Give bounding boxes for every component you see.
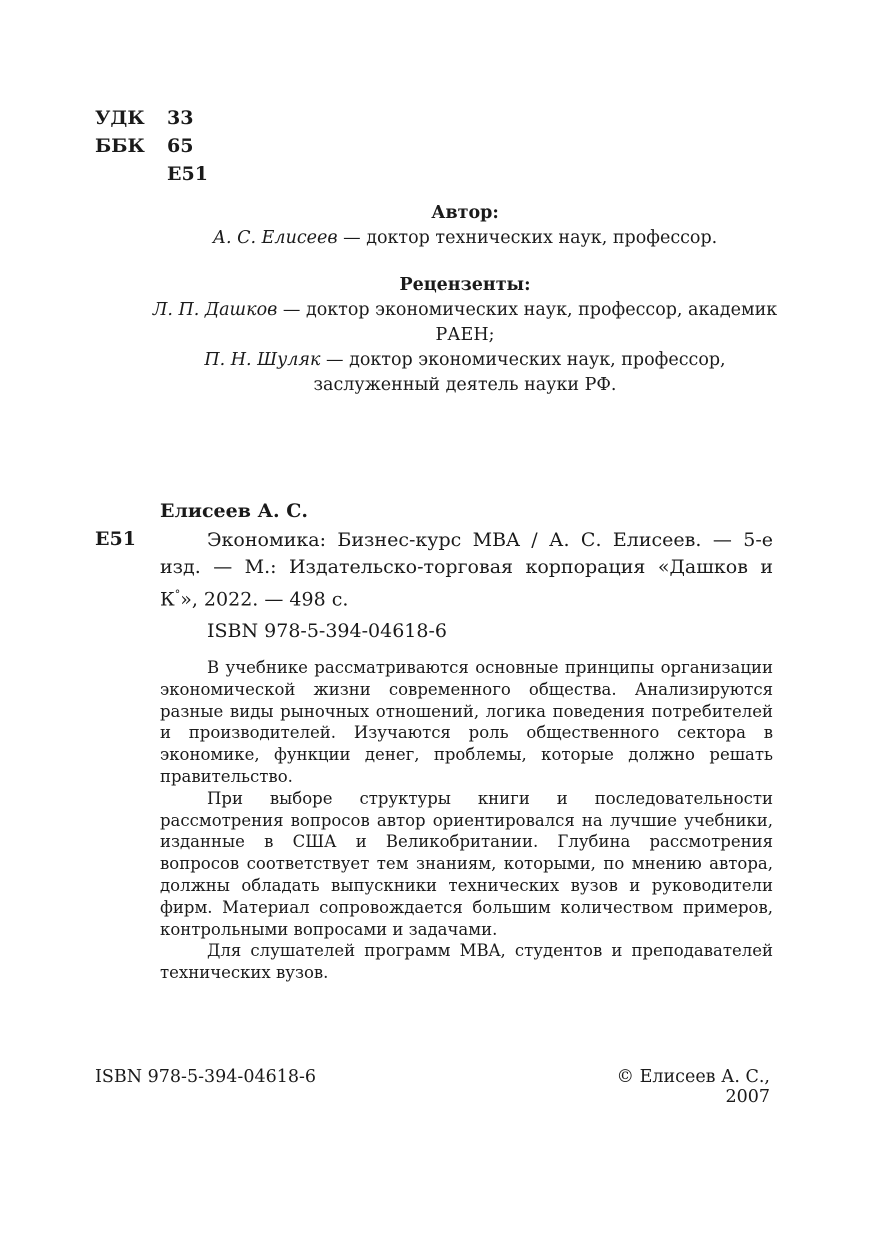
entry-isbn: ISBN 978-5-394-04618-6 xyxy=(207,620,447,642)
footer-copyright: © Елисеев А. С., 2007 xyxy=(616,1067,770,1107)
bbk-value: 65 xyxy=(167,135,194,157)
author-desc: — доктор технических наук, профессор. xyxy=(337,228,718,248)
entry-description xyxy=(160,527,773,613)
entry-description-main: Экономика: Бизнес-курс MBA / А. С. Елисеев. — 5-е изд. — М.: Издательско-торговая корпорация «Дашков и К xyxy=(160,529,773,611)
annotation xyxy=(160,657,773,984)
author-name: А. С. Елисеев xyxy=(212,228,338,248)
reviewer-line xyxy=(95,348,835,398)
reviewer-line xyxy=(95,298,835,348)
entry-code: Е51 xyxy=(95,528,136,550)
reviewer-name: П. Н. Шуляк xyxy=(204,350,321,370)
reviewer-desc: — доктор экономических наук, профессор, академик РАЕН; xyxy=(277,300,778,345)
annotation-paragraph: В учебнике рассматриваются основные принципы организации экономической жизни современного общества. Анализируются разные виды рыночных отношений, логика поведения потребителей и производителей. Изучаются роль общественного сектора в экономике, функции денег, проблемы, которые должно решать правительство. xyxy=(160,658,773,786)
reviewers-section xyxy=(95,273,835,398)
udk-value: 33 xyxy=(167,107,194,129)
bbk-row xyxy=(95,132,208,160)
reviewer-name: Л. П. Дашков xyxy=(152,300,278,320)
entry-description-tail: », 2022. — 498 с. xyxy=(180,588,349,611)
annotation-paragraph: При выборе структуры книги и последовательности рассмотрения вопросов автор ориентировался на лучшие учебники, изданные в США и Великобритании. Глубина рассмотрения вопросов соответствует тем знаниям, которыми, по мнению автора, должны обладать выпускники технических вузов и руководители фирм. Материал сопровождается большим количеством примеров, контрольными вопросами и задачами. xyxy=(160,788,773,939)
entry-author: Елисеев А. С. xyxy=(160,500,308,522)
degree-sup: ° xyxy=(174,588,181,601)
footer-isbn: ISBN 978-5-394-04618-6 xyxy=(95,1067,317,1087)
author-mark-row xyxy=(95,160,208,188)
reviewer-desc: — доктор экономических наук, профессор, заслуженный деятель науки РФ. xyxy=(313,350,726,395)
udk-row xyxy=(95,104,208,132)
udk-label: УДК xyxy=(95,107,145,129)
annotation-paragraph: Для слушателей программ MBA, студентов и преподавателей технических вузов. xyxy=(160,941,773,983)
classification-codes xyxy=(95,104,208,188)
author-heading: Автор: xyxy=(431,203,499,223)
author-line xyxy=(95,226,835,251)
author-section xyxy=(95,201,835,251)
reviewers-heading: Рецензенты: xyxy=(399,275,531,295)
author-mark: Е51 xyxy=(167,163,208,185)
bbk-label: ББК xyxy=(95,135,145,157)
